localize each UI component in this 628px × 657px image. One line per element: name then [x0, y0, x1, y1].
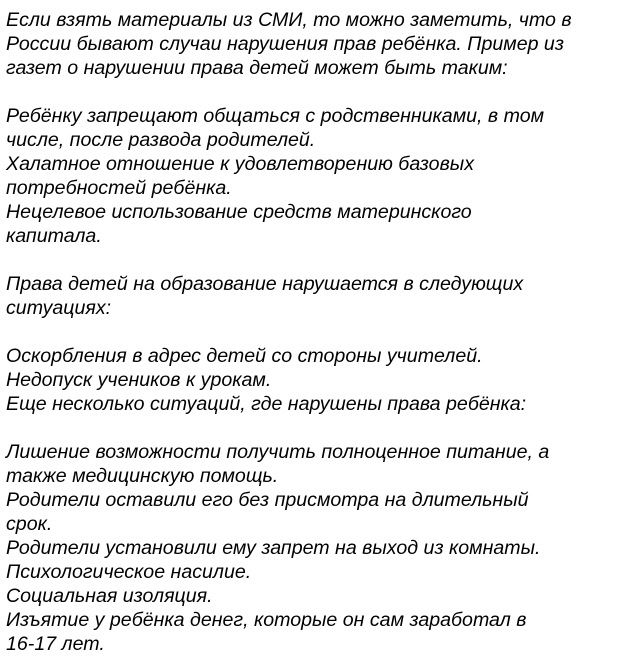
other-violations-list	[6, 440, 628, 656]
text-line: Оскорбления в адрес детей со стороны учителей.	[6, 345, 483, 367]
text-line: Нецелевое использование средств материнского	[6, 201, 472, 223]
text-line: Лишение возможности получить полноценное питание, а	[6, 441, 550, 463]
text-line: Халатное отношение к удовлетворению базовых	[6, 153, 475, 175]
intro-paragraph	[6, 8, 628, 80]
text-line: Психологическое насилие.	[6, 561, 252, 583]
text-line: ситуациях:	[6, 297, 112, 319]
text-line: срок.	[6, 513, 53, 535]
text-line: Недопуск учеников к урокам.	[6, 369, 272, 391]
text-line: Социальная изоляция.	[6, 585, 213, 607]
text-line: числе, после развода родителей.	[6, 129, 316, 151]
text-line: Если взять материалы из СМИ, то можно заметить, что в	[6, 9, 572, 31]
text-line: Родители установили ему запрет на выход из комнаты.	[6, 537, 541, 559]
text-line: Еще несколько ситуаций, где нарушены права ребёнка:	[6, 393, 527, 415]
text-line: также медицинскую помощь.	[6, 465, 279, 487]
text-line: Ребёнку запрещают общаться с родственниками, в том	[6, 105, 545, 127]
text-line: капитала.	[6, 225, 102, 247]
education-rights-heading	[6, 272, 628, 320]
text-line: Права детей на образование нарушается в следующих	[6, 273, 524, 295]
text-line: России бывают случаи нарушения прав ребёнка. Пример из	[6, 33, 564, 55]
family-violations-list	[6, 104, 628, 248]
text-line: 16-17 лет.	[6, 633, 105, 655]
text-line: Изъятие у ребёнка денег, которые он сам заработал в	[6, 609, 527, 631]
text-line: Родители оставили его без присмотра на длительный	[6, 489, 529, 511]
text-line: потребностей ребёнка.	[6, 177, 232, 199]
education-violations-list	[6, 344, 628, 416]
text-line: газет о нарушении права детей может быть таким:	[6, 57, 508, 79]
